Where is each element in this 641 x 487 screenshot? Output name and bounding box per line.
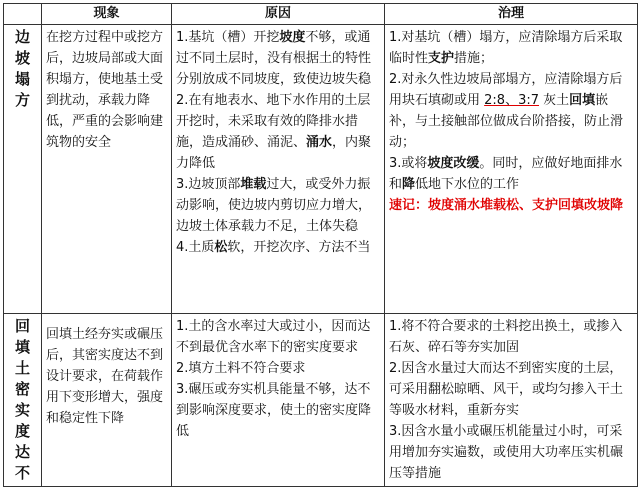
- cause-item: 2.在有地表水、地下水作用的土层开挖时，未采取有效的降排水措施，造成涌砂、涌泥、涌水，内聚力降低: [176, 93, 372, 171]
- treatment-item: 1.将不符合要求的土料挖出换土，或掺入石灰、碎石等夯实加固: [389, 319, 623, 355]
- category-char: 方: [14, 91, 30, 109]
- cause-item: 2.填方土料不符合要求: [176, 361, 306, 376]
- treatment-item: 2.因含水量过大而达不到密实度的土层，可采用翻松晾晒、风干，或均匀掺入干土等吸水材料，重新夯实: [389, 361, 624, 418]
- phenomenon-backfill-density: 回填土经夯实或碾压后，其密实度达不到设计要求，在荷载作用下变形增大，强度和稳定性下降: [42, 314, 172, 487]
- cause-slope-collapse: [172, 25, 385, 314]
- header-row: [4, 4, 638, 25]
- table-row-backfill-density: [4, 314, 638, 487]
- category-char: 实: [14, 401, 30, 419]
- cause-backfill-density: [172, 314, 385, 487]
- header-blank: [4, 4, 42, 25]
- treatment-item: 1.对基坑（槽）塌方，应清除塌方后采取临时性支护措施；: [389, 30, 623, 66]
- category-char: 坡: [14, 49, 30, 67]
- comparison-table: [3, 3, 638, 487]
- treatment-slope-collapse: [385, 25, 638, 314]
- cause-item: 3.边坡顶部堆载过大，或受外力振动影响，使边坡内剪切应力增大，边坡土体承载力不足，土体失稳: [176, 177, 372, 234]
- category-char: 填: [14, 338, 30, 356]
- table-row-slope-collapse: [4, 25, 638, 314]
- category-char: 边: [14, 28, 30, 46]
- category-char: 度: [14, 422, 30, 440]
- treatment-item: 3.因含水量小或碾压机能量过小时，可采用增加夯实遍数，或使用大功率压实机碾压等措施: [389, 424, 624, 481]
- cause-item: 3.碾压或夯实机具能量不够，达不到影响深度要求，使土的密实度降低: [176, 382, 372, 439]
- category-char: 塌: [14, 70, 30, 88]
- category-char: 土: [14, 359, 30, 377]
- category-char: 密: [14, 380, 30, 398]
- treatment-backfill-density: [385, 314, 638, 487]
- header-treatment: 治理: [385, 4, 638, 25]
- header-phenomenon: 现象: [42, 4, 172, 25]
- category-backfill-density: [4, 314, 42, 487]
- cause-item: 1.土的含水率过大或过小，因而达不到最优含水率下的密实度要求: [176, 319, 371, 355]
- treatment-item: 2.对永久性边坡局部塌方，应清除塌方后用块石填砌或用 2:8、3:7 灰土回填嵌补，与土接触部位做成台阶搭接，防止滑动；: [389, 72, 624, 150]
- category-char: 达: [14, 443, 30, 461]
- phenomenon-slope-collapse: 在挖方过程中或挖方后，边坡局部或大面积塌方，使地基土受到扰动，承载力降低，严重的会影响建筑物的安全: [42, 25, 172, 314]
- memo-text: 速记：坡度涌水堆载松、支护回填改坡降: [389, 198, 624, 213]
- category-slope-collapse: [4, 25, 42, 314]
- category-char: 回: [14, 317, 30, 335]
- treatment-item: 3.或将坡度改缓。同时，应做好地面排水和降低地下水位的工作: [389, 156, 623, 192]
- cause-item: 4.土质松软，开挖次序、方法不当: [176, 240, 371, 255]
- category-char: 不: [14, 464, 30, 482]
- header-cause: 原因: [172, 4, 385, 25]
- cause-item: 1.基坑（槽）开挖坡度不够，或通过不同土层时，没有根据土的特性分别放成不同坡度，致使边坡失稳: [176, 30, 372, 87]
